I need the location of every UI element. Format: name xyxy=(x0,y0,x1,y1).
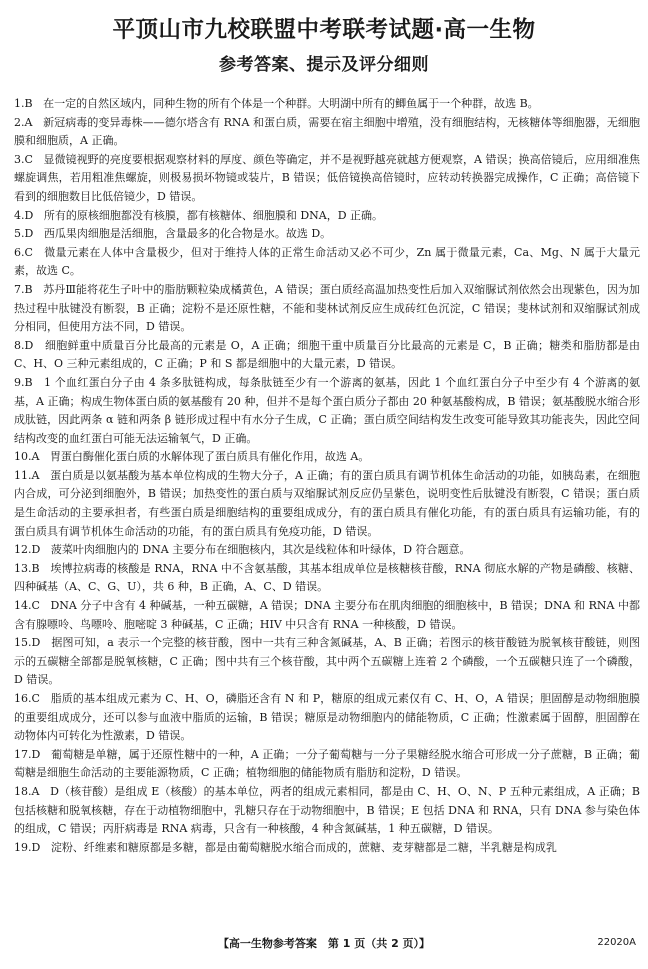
answer-explanation: 微量元素在人体中含量极少，但对于维持人体的正常生命活动又必不可少，Zn 属于微量元素，Ca、Mg、N 属于大量元素，故选 C。 xyxy=(14,245,640,278)
answer-list xyxy=(14,95,640,857)
answer-explanation: 蛋白质是以氨基酸为基本单位构成的生物大分子，A 正确；有的蛋白质具有调节机体生命活动的功能，如胰岛素，在细胞内合成，可分泌到细胞外，B 错误；加热变性的蛋白质与双缩脲试剂反应仍呈紫色，说明变性后肽键没有断裂，C 错误；蛋白质是生命活动的主要承担者，有些蛋白质是细胞结构的重要组成成分，有的蛋白质具有催化功能，有的蛋白质具有运输功能，有的蛋白质具有调节机体生命活动的功能，有的蛋白质具有免疫功能，D 错误。 xyxy=(14,468,640,538)
answer-item xyxy=(14,207,640,226)
answer-explanation: 苏丹Ⅲ能将花生子叶中的脂肪颗粒染成橘黄色，A 错误；蛋白质经高温加热变性后加入双缩脲试剂依然会出现紫色，因为加热过程中肽键没有断裂，B 正确；淀粉不是还原性糖，不能和斐林试剂反应生成砖红色沉淀，C 错误；斐林试剂和双缩脲试剂成分相同，但使用方法不同，D 错误。 xyxy=(14,282,641,334)
answer-explanation: 显微镜视野的亮度要根据观察材料的厚度、颜色等确定，并不是视野越亮就越方便观察，A 错误；换高倍镜后，应用细准焦螺旋调焦，若用粗准焦螺旋，则极易损坏物镜或装片，B 错误；低倍镜换高倍镜时，应转动转换器完成操作，C 正确；高倍镜下看到的细胞数目比低倍镜少，D 错误。 xyxy=(14,152,640,203)
answer-explanation: 淀粉、纤维素和糖原都是多糖，都是由葡萄糖脱水缩合而成的，蔗糖、麦芽糖都是二糖，半乳糖是构成乳 xyxy=(50,840,557,854)
answer-item xyxy=(14,151,640,207)
answer-item xyxy=(14,337,640,374)
answer-label: 12.D xyxy=(14,543,41,557)
answer-item xyxy=(14,541,640,560)
answer-item xyxy=(14,448,640,467)
answer-label: 7.B xyxy=(14,282,33,296)
page-title: 平顶山市九校联盟中考联考试题·高一生物 xyxy=(112,17,536,43)
answer-label: 16.C xyxy=(14,692,40,705)
answer-label: 11.A xyxy=(14,468,40,482)
answer-explanation: 1 个血红蛋白分子由 4 条多肽链构成，每条肽链至少有一个游离的氨基，因此 1 个血红蛋白分子中至少有 4 个游离的氨基，A 正确；构成生物体蛋白质的氨基酸有 20 种，但并不是每个蛋白质分子都由 20 种氨基酸构成，B 错误；氨基酸脱水缩合形成肽链，因此两条 α 链和两条 β 链形成过程中有水分子生成，C 正确；蛋白质空间结构发生改变可能导致其功能丧失，因此空间结构改变的血红蛋白可能无法运输氧气，D 正确。 xyxy=(14,375,640,445)
answer-explanation: 据图可知，a 表示一个完整的核苷酸，图中一共有三种含氮碱基，A、B 正确；若图示的核苷酸链为脱氧核苷酸链，则图示的五碳糖全部都是脱氧核糖，C 正确；图中共有三个核苷酸，其中两个五碳糖上连着 2 个磷酸，一个五碳糖只连了一个磷酸，D 错误。 xyxy=(14,636,640,687)
answer-item xyxy=(14,281,640,337)
answer-explanation: 菠菜叶肉细胞内的 DNA 主要分布在细胞核内，其次是线粒体和叶绿体，D 符合题意。 xyxy=(50,543,471,557)
answer-explanation: D（核苷酸）是组成 E（核酸）的基本单位，两者的组成元素相同，都是由 C、H、O、N、P 五种元素组成，A 正确；B 包括核糖和脱氧核糖，存在于动植物细胞中，乳糖只存在于动物细胞中，B 错误；E 包括 DNA 和 RNA，只有 DNA 参与染色体的组成，C 错误；丙肝病毒是 RNA 病毒，只含有一种核酸，4 种含氮碱基，1 种五碳糖，D 错误。 xyxy=(14,784,640,836)
answer-explanation: 胃蛋白酶催化蛋白质的水解体现了蛋白质具有催化作用，故选 A。 xyxy=(49,450,370,464)
answer-item xyxy=(14,95,640,114)
answer-explanation: 埃博拉病毒的核酸是 RNA，RNA 中不含氨基酸，其基本组成单位是核糖核苷酸，RNA 彻底水解的产物是磷酸、核糖、四种碱基（A、C、G、U），共 6 种，B 正确，A、C、D 错误。 xyxy=(14,561,640,594)
answer-label: 4.D xyxy=(14,208,34,222)
answer-item xyxy=(14,374,640,448)
answer-label: 9.B xyxy=(14,375,33,389)
answer-item xyxy=(14,597,640,634)
answer-label: 10.A xyxy=(14,450,40,464)
answer-label: 19.D xyxy=(14,840,41,854)
answer-item xyxy=(14,839,640,858)
answer-label: 14.C xyxy=(14,599,40,613)
answer-explanation: 新冠病毒的变异毒株——德尔塔含有 RNA 和蛋白质，需要在宿主细胞中增殖，没有细胞结构，无核糖体等细胞器，无细胞膜和细胞质，A 正确。 xyxy=(14,115,640,148)
answer-item xyxy=(14,783,640,839)
answer-item xyxy=(14,114,640,151)
answer-label: 18.A xyxy=(14,784,40,798)
answer-label: 3.C xyxy=(14,152,33,166)
answer-item xyxy=(14,225,640,244)
answer-item xyxy=(14,244,640,281)
answer-explanation: 葡萄糖是单糖，属于还原性糖中的一种，A 正确；一分子葡萄糖与一分子果糖经脱水缩合可形成一分子蔗糖，B 正确；葡萄糖是细胞生命活动的主要能源物质，C 正确；植物细胞的储能物质有脂肪和淀粉，D 错误。 xyxy=(14,747,640,780)
answer-item xyxy=(14,560,640,597)
page-subtitle: 参考答案、提示及评分细则 xyxy=(219,55,429,75)
answer-label: 2.A xyxy=(14,115,33,129)
answer-item xyxy=(14,467,640,541)
answer-label: 5.D xyxy=(14,227,34,241)
answer-label: 1.B xyxy=(14,97,33,110)
answer-label: 15.D xyxy=(14,636,41,650)
answer-item xyxy=(14,690,640,746)
answer-explanation: 所有的原核细胞都没有核膜，都有核糖体、细胞膜和 DNA，D 正确。 xyxy=(43,208,384,222)
answer-explanation: DNA 分子中含有 4 种碱基，一种五碳糖，A 错误；DNA 主要分布在肌肉细胞的细胞核中，B 错误；DNA 和 RNA 中都含有腺嘌呤、鸟嘌呤、胞嘧啶 3 种碱基，C 正确；HIV 中只含有 RNA 一种核酸，D 错误。 xyxy=(14,599,640,631)
answer-item xyxy=(14,746,640,783)
answer-label: 17.D xyxy=(14,747,41,761)
page-footer: 【高一生物参考答案 第 1 页（共 2 页）】 xyxy=(217,937,431,950)
answer-label: 8.D xyxy=(14,338,34,352)
answer-explanation: 在一定的自然区域内，同种生物的所有个体是一个种群。大明湖中所有的鲫鱼属于一个种群，故选 B。 xyxy=(43,97,539,110)
answer-explanation: 脂质的基本组成元素为 C、H、O，磷脂还含有 N 和 P，糖原的组成元素仅有 C、H、O，A 错误；胆固醇是动物细胞膜的重要组成成分，还可以参与血液中脂质的运输，B 错误；糖原是动物细胞内的储能物质，C 正确；性激素属于固醇，胆固醇在动物体内可转化为性激素，D 错误。 xyxy=(14,692,640,743)
answer-item xyxy=(14,634,640,690)
answer-label: 13.B xyxy=(14,561,40,575)
answer-label: 6.C xyxy=(14,245,33,259)
exam-code: 22020A xyxy=(597,937,636,948)
answer-explanation: 西瓜果肉细胞是活细胞，含量最多的化合物是水。故选 D。 xyxy=(43,227,332,241)
answer-explanation: 细胞鲜重中质量百分比最高的元素是 O，A 正确；细胞干重中质量百分比最高的元素是 C，B 正确；糖类和脂肪都是由 C、H、O 三种元素组成的，C 正确；P 和 S 都是细胞中的大量元素，D 错误。 xyxy=(14,338,640,371)
